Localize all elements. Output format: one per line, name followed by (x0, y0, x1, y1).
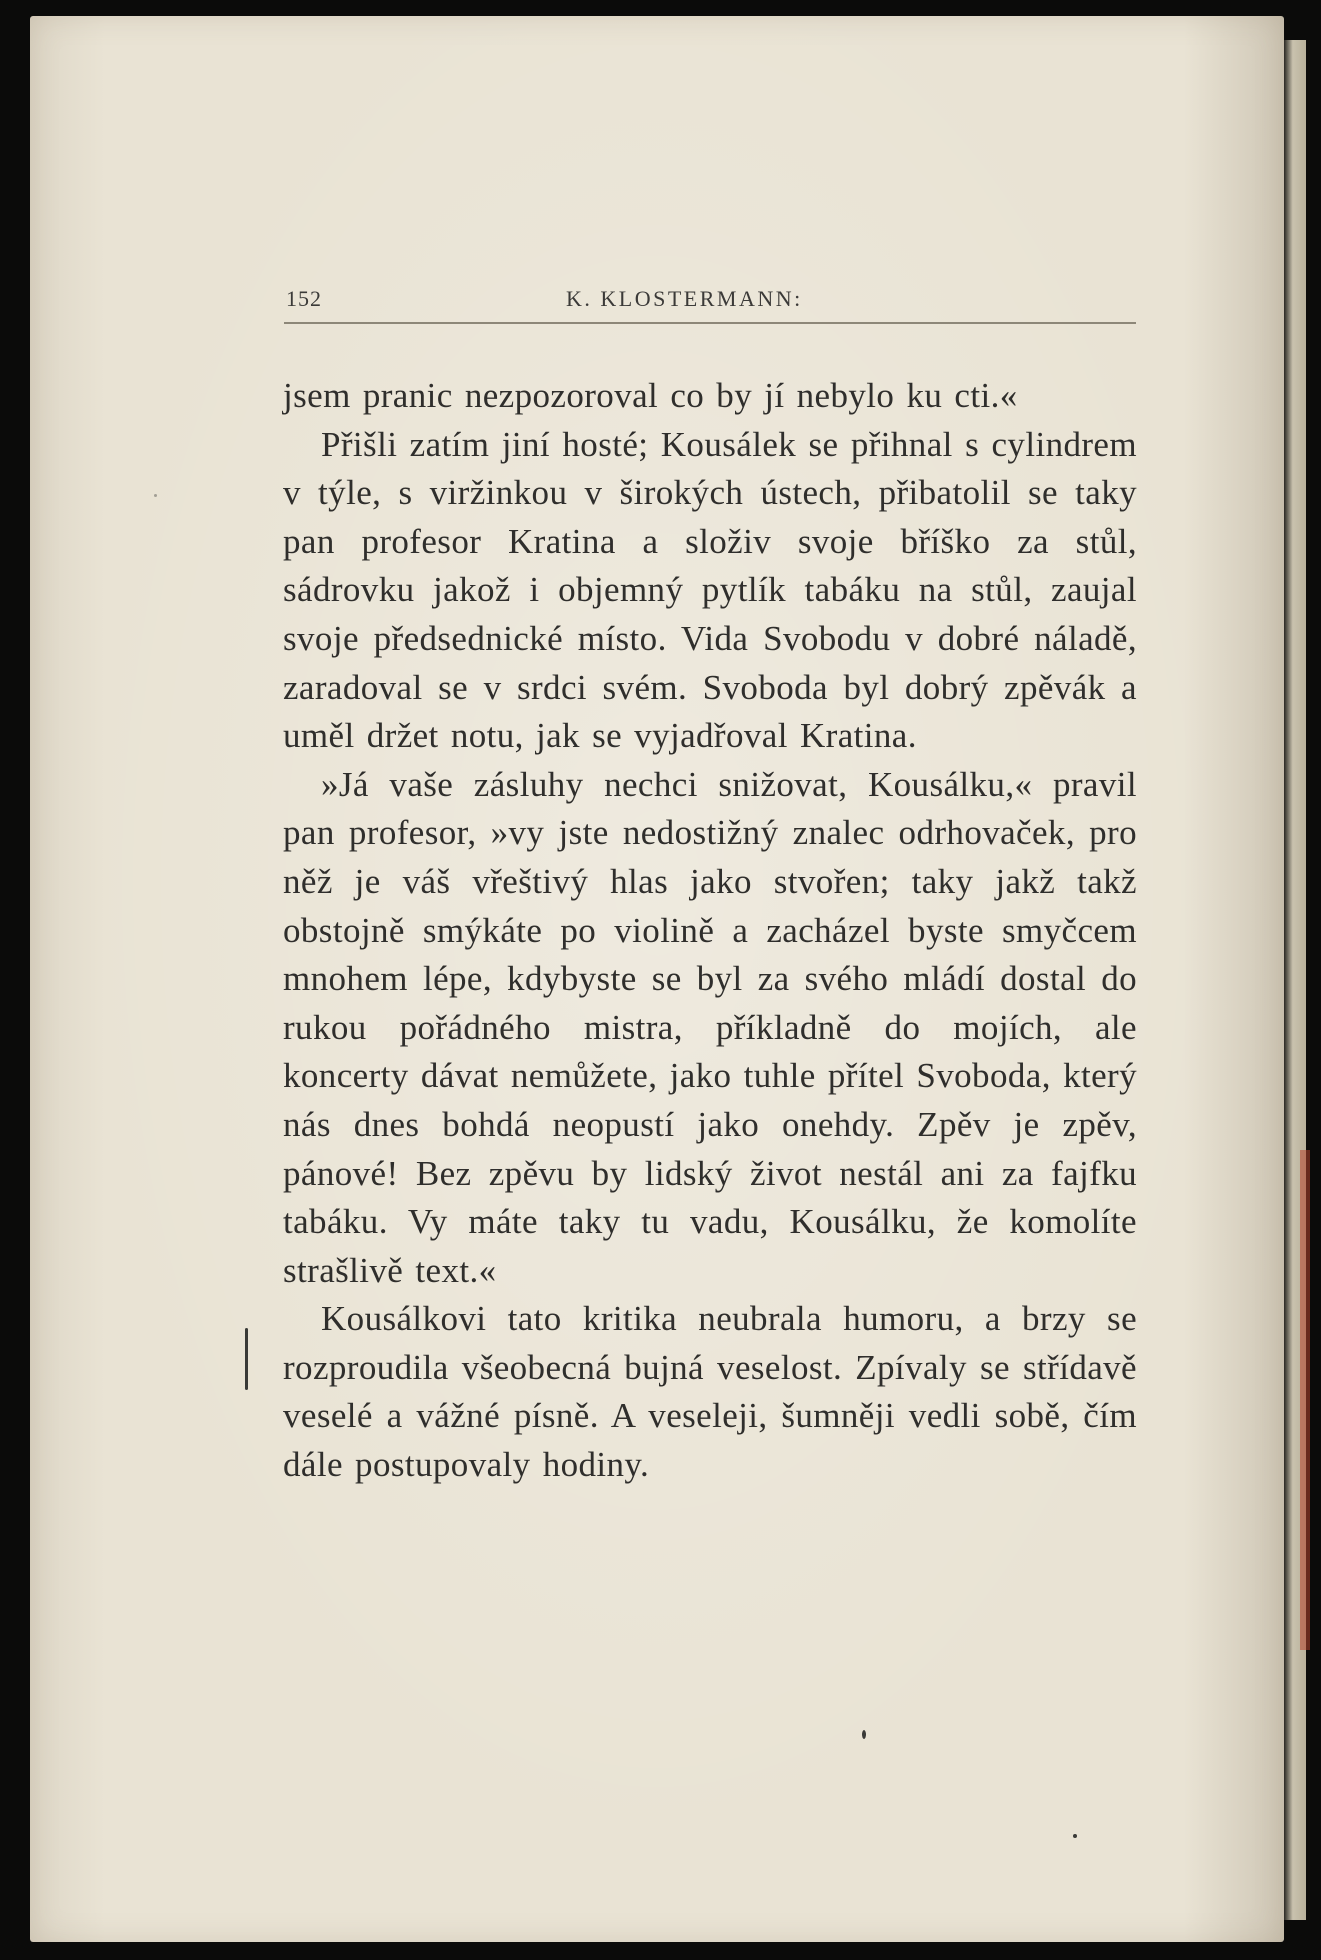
page-edge-stain (1300, 1150, 1310, 1650)
ink-speck (1073, 1834, 1077, 1838)
paragraph: »Já vaše zásluhy nechci snižovat, Kousálku,« pravil pan profesor, »vy jste nedostižný znalec odrhovaček, pro něž je váš vřeštivý hlas jako stvořen; taky jakž takž obstojně smýkáte po violině a zacházel byste smyčcem mnohem lépe, kdybyste se byl za svého mládí dostal do rukou pořádného mistra, příkladně do mojích, ale koncerty dávat nemůžete, jako tuhle přítel Svoboda, který nás dnes bohdá neopustí jako onehdy. Zpěv je zpěv, pánové! Bez zpěvu by lidský život nestál ani za fajfku tabáku. Vy máte taky tu vadu, Kousálku, že komolíte strašlivě text.« (283, 764, 1137, 1290)
paragraph: Kousálkovi tato kritika neubrala humoru, a brzy se rozproudila všeobecná bujná veselost. Zpívaly se střídavě veselé a vážné písně. A veseleji, šumněji vedli sobě, čím dále postupovaly hodiny. (283, 1299, 1137, 1485)
ink-speck (154, 494, 157, 497)
paragraph-continuation: jsem pranic nezpozoroval co by jí nebylo ku cti.« (283, 376, 1018, 415)
page-number: 152 (286, 286, 322, 311)
running-head: K. KLOSTERMANN: (566, 286, 803, 311)
page-header (284, 282, 1136, 324)
ink-speck (862, 1730, 866, 1739)
margin-pencil-mark (245, 1328, 248, 1390)
paragraph: Přišli zatím jiní hosté; Kousálek se přihnal s cylindrem v týle, s viržinkou v širokých ústech, přibatolil se taky pan profesor Kratina a složiv svoje bříško za stůl, sádrovku jakož i objemný pytlík tabáku na stůl, zaujal svoje předsednické místo. Vida Svobodu v dobré náladě, zaradoval se v srdci svém. Svoboda byl dobrý zpěvák a uměl držet notu, jak se vyjadřoval Kratina. (283, 424, 1137, 756)
body-text (283, 372, 1137, 1490)
